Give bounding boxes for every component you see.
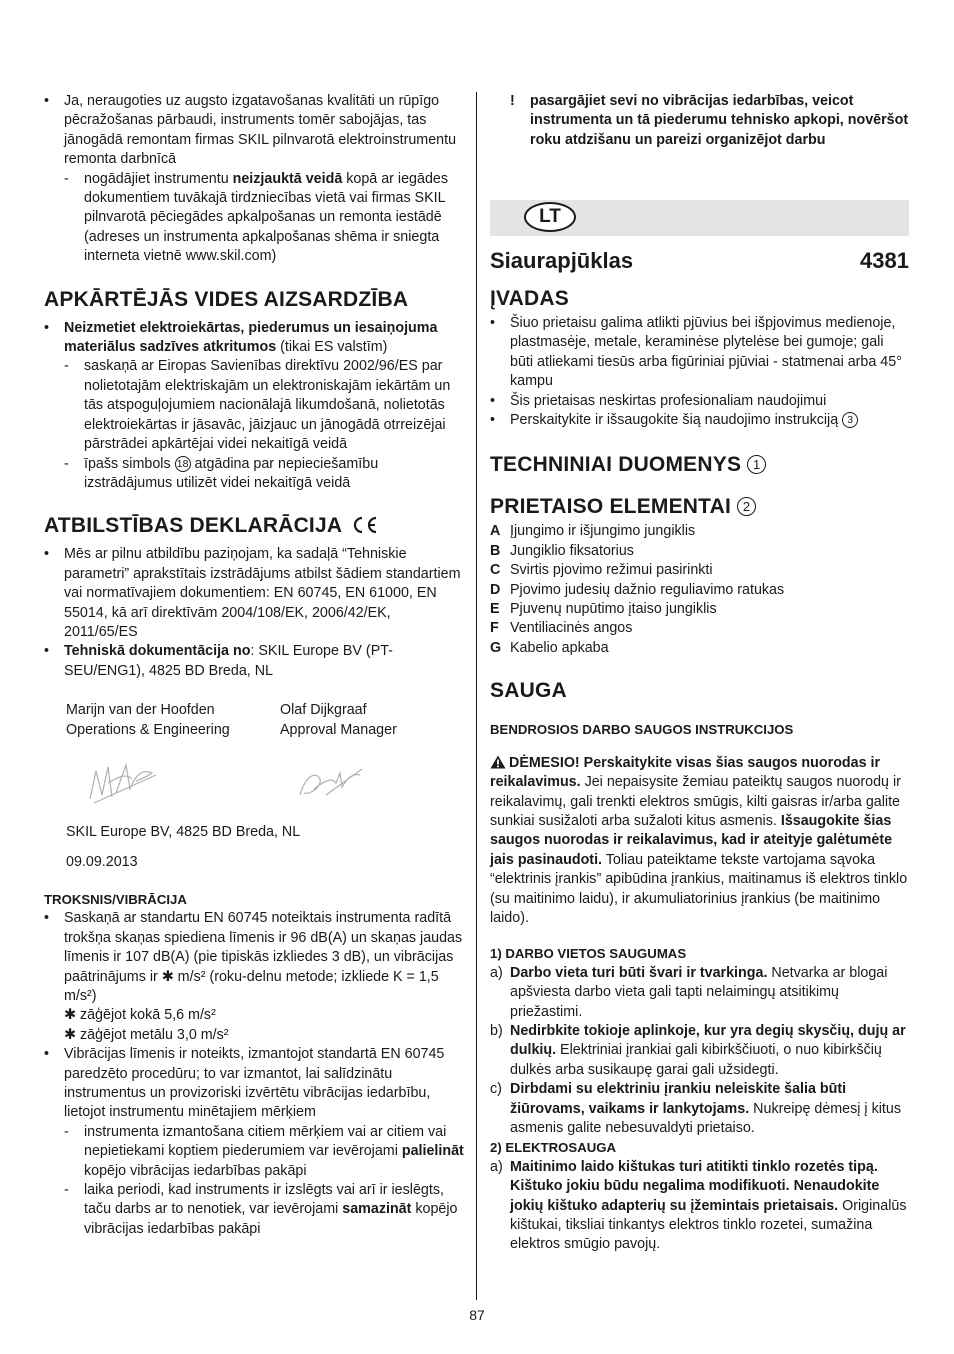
element-item <box>490 542 910 561</box>
element-item <box>490 522 910 541</box>
list-item <box>490 1158 910 1255</box>
signatory-role: Operations & Engineering <box>66 721 230 738</box>
element-letter: C <box>490 562 501 579</box>
electrical-heading: 2) ELEKTROSAUGA <box>490 1140 617 1156</box>
element-label: Jungiklio fiksatorius <box>510 542 634 559</box>
heading-text: ATBILSTĪBAS DEKLARĀCIJA <box>44 514 342 538</box>
intro-bullet-text: Ja, neraugoties uz augsto izgatavošanas kvalitāti un rūpīgo pēcražošanas pārbaudi, instruments tomēr sabojājas, tas jānogādā remontam firmas SKIL pilnvarotā elektroinstrumentu remonta darbnīcā <box>64 93 457 168</box>
figure-ref: 2 <box>737 497 756 516</box>
list-item: - laika periodi, kad instruments ir izslēgts vai arī ir ieslēgts, taču darbs ar to nenotiek, var ievērojami samazināt kopējo vibrācijas iedarbības pakāpi <box>64 1182 458 1237</box>
symbol-ref: 18 <box>175 456 191 472</box>
product-title: Siaurapjūklas <box>490 248 634 273</box>
text: : SKIL Europe BV (PT-SEU/ENG1), 4825 BD Breda, NL <box>64 643 393 679</box>
signatory-1 <box>66 701 230 740</box>
column-divider <box>476 92 477 1300</box>
list-item <box>490 314 910 392</box>
list-item: • Saskaņā ar standartu EN 60745 noteiktais instrumenta radītā trokšņa skaņas spiediena līmenis ir 96 dB(A) un skaņas jaudas līmenis ir 107 dB(A) (pie tipiskās izkliedes 3 dB), un vibrācijas paātrinājums ir ✱ m/s² (roku-delnu metode; izkliede K = 1,5 m/s²) ✱ zāģējot kokā 5,6 m/s² ✱ zāģējot metālu 3,0 m/s² <box>44 909 464 1045</box>
text: Vibrācijas līmenis ir noteikts, izmantojot standartā EN 60745 paredzēto procedūru; to var izmantot, lai salīdzinātu instrumentus un provizoriski izvērtētu vibrācijas iedarbību, lietojot instrumentu minētajiem mērķiem <box>64 1046 445 1121</box>
list-item: • Vibrācijas līmenis ir noteikts, izmantojot standartā EN 60745 paredzēto procedūru; to var izmantot, lai salīdzinātu instrumentus un provizoriski izvērtētu vibrācijas iedarbību, lietojot instrumentu minētajiem mērķiem <box>44 1046 445 1121</box>
noise-heading: TROKSNIS/VIBRĀCIJA <box>44 891 187 907</box>
figure-ref: 3 <box>842 412 858 428</box>
product-model: 4381 <box>860 248 909 273</box>
text: Nukreipę dėmesį į kitus asmenis galite nebesuvaldyti prietaiso. <box>510 1100 901 1136</box>
element-label: Įjungimo ir išjungimo jungiklis <box>510 523 696 540</box>
text: Elektriniai įrankiai gali kibirkščiuoti, o nuo kibirkščių dulkės arba susikaupę garai gali užsidegti. <box>510 1042 882 1078</box>
text-bold: neizjauktā veidā <box>232 170 343 187</box>
section-heading: ĮVADAS <box>490 287 569 310</box>
element-letter: A <box>490 523 501 540</box>
signatory-name: Olaf Dijkgraaf <box>280 702 367 719</box>
text: kopā ar iegādes dokumentiem tuvākajā tirdzniecības vietā vai firmas SKIL pilnvarotā pēciegādes apkalpošanas un remonta iestādē (adreses un instrumenta apkalpošanas shēma ir sniegta interneta vietnē www.skil.com) <box>84 170 448 265</box>
text-bold: Neizmetiet elektroiekārtas, piederumus un iesaiņojuma materiālus sadzīves atkritumos <box>64 319 438 356</box>
page-number: 87 <box>469 1307 485 1323</box>
element-label: Svirtis pjovimo režimui pasirinkti <box>510 562 713 579</box>
element-item <box>490 581 910 600</box>
work-list <box>490 964 910 1139</box>
text: laika periodi, kad instruments ir izslēgts vai arī ir ieslēgts, taču darbs ar to nenotiek, var ievērojami <box>84 1182 444 1218</box>
element-item <box>490 600 910 619</box>
text: Netvarka ar blogai apšviesta darbo vieta gali tapti nelaimingų atsitikimų priežastimi. <box>510 964 888 1020</box>
element-label: Kabelio apkaba <box>510 639 609 656</box>
warning-triangle-icon <box>490 755 506 769</box>
signature-block <box>66 701 464 823</box>
signature-1-image <box>86 759 166 809</box>
element-letter: B <box>490 542 501 559</box>
signatory-2 <box>280 701 397 740</box>
section-heading: SAUGA <box>490 679 567 703</box>
section-heading: APKĀRTĒJĀS VIDES AIZSARDZĪBA <box>44 287 409 311</box>
right-column-main <box>490 270 910 1255</box>
text: Šiuo prietaisu galima atlikti pjūvius bei išpjovimus medienoje, plastmasėje, metale, keraminėse plytelėse bei gumoje; gali būti atliekami tiesūs arba figūriniai pjūviai - statmenai arba 45° kampu <box>510 315 902 390</box>
list-item <box>490 1080 910 1138</box>
list-item <box>490 392 910 411</box>
element-letter: F <box>490 620 499 637</box>
section-heading <box>44 513 464 539</box>
item-marker: a) <box>490 964 503 981</box>
text: instrumenta izmantošana citiem mērķiem vai ar citiem vai nepietiekami koptiem piederumiem var ievērojami <box>84 1123 447 1160</box>
section-heading <box>490 452 910 478</box>
text: nogādājiet instrumentu <box>84 170 233 187</box>
list-item: - īpašs simbols 18 atgādina par nepieciešamību izstrādājumus utilizēt videi nekaitīgā veidā <box>64 455 379 491</box>
element-item <box>490 619 910 638</box>
text-bold: palielināt <box>401 1143 464 1160</box>
text-bold: samazināt <box>342 1201 412 1218</box>
element-letter: G <box>490 639 502 656</box>
text: Originalūs kištukai, tiksliai tinkantys elektros tinklo rozetei, sumažina elektros smūgio pavojų. <box>510 1197 907 1253</box>
list-item: - saskaņā ar Eiropas Savienības direktīvu 2002/96/ES par nolietotajām elektriskajām un elektroniskajām iekārtām un tās atspoguļojumiem nacionālajā likumdošanā, nolietotās elektroiekārtas ir jāsavāc, jāizjauc un jānogādā otrreizējai pārstrādei apkārtējai videi nekaitīgā veidā <box>64 358 451 453</box>
text: (tikai ES valstīm) <box>276 339 388 356</box>
text: Jei nepaisysite žemiau pateiktų saugos nuorodų ir reikalavimų, gali trenkti elektros smūgis, kilti gaisras ir/arba galite sunkiai susižaloti arba sužaloti kitus asmenis. <box>490 774 901 829</box>
declaration-date: 09.09.2013 <box>66 853 138 870</box>
text: Mēs ar pilnu atbildību paziņojam, ka sadaļā “Tehniskie parametri” aprakstītais izstrādājums atbilst šādiem standartiem vai normatīvajiem dokumentiem: EN 60745, EN 61000, EN 55014, kā arī direktīvām 2004/108/EK, 2006/42/EK, 2011/65/ES <box>64 546 461 640</box>
element-item <box>490 561 910 580</box>
heading-text: PRIETAISO ELEMENTAI <box>490 495 732 519</box>
noise-line-metal: ✱ zāģējot metālu 3,0 m/s² <box>64 1026 229 1043</box>
text-bold: DĖMESIO! Perskaitykite visas šias saugos nuorodas ir reikalavimus. <box>490 754 881 791</box>
list-item <box>490 964 910 1022</box>
element-letter: D <box>490 581 501 598</box>
text: atgādina par nepieciešamību izstrādājumus utilizēt videi nekaitīgā veidā <box>84 455 379 491</box>
text: īpašs simbols <box>84 455 175 472</box>
text-bold: Darbo vieta turi būti švari ir tvarkinga. <box>510 964 768 981</box>
list-item: • Ja, neraugoties uz augsto izgatavošanas kvalitāti un rūpīgo pēcražošanas pārbaudi, instruments tomēr sabojājas, tas jānogādā remontam firmas SKIL pilnvarotā elektroinstrumentu remonta darbnīcā <box>44 93 457 168</box>
text: Toliau pateiktame tekste vartojama sąvoka “elektrinis įrankis” apibūdina įrankius, maitinamus iš elektros tinklo (su maitinimo laidu), ir akumuliatorinius įrankius (be maitinimo laido). <box>490 851 908 926</box>
list-item <box>490 1022 910 1080</box>
text-bold: Maitinimo laido kištukas turi atitikti tinklo rozetės tipą. Kištuko jokiu būdu negalima modifikuoti. Nenaudokite jokių kištuko adapterių su įžemintais prietaisais. <box>510 1158 880 1214</box>
ce-mark-icon <box>351 516 379 534</box>
signatory-name: Marijn van der Hoofden <box>66 702 215 719</box>
list-item: • Tehniskā dokumentācija no: SKIL Europe BV (PT-SEU/ENG1), 4825 BD Breda, NL <box>44 643 393 679</box>
text-bold: Išsaugokite šias saugos nuorodas ir reikalavimus, kad ir ateityje galėtumėte jais pasinaudoti. <box>490 812 893 868</box>
text: Saskaņā ar standartu EN 60745 noteiktais instrumenta radītā trokšņa skaņas spiediena līmenis ir 96 dB(A) un skaņas jaudas līmenis ir 107 dB(A) (pie tipiskās izkliedes 3 dB), un vibrācijas paātrinājums ir ✱ m/s² (roku-delnu metode; izkliede K = 1,5 m/s²) <box>64 910 463 1004</box>
work-area-heading: 1) DARBO VIETOS SAUGUMAS <box>490 946 687 962</box>
heading-text: TECHNINIAI DUOMENYS <box>490 453 742 477</box>
electrical-list <box>490 1158 910 1255</box>
element-label: Ventiliacinės angos <box>510 620 633 637</box>
list-item: • Perskaitykite ir išsaugokite šią naudojimo instrukciją 3 <box>490 411 910 430</box>
figure-ref: 1 <box>747 455 766 474</box>
item-marker: b) <box>490 1022 503 1039</box>
exclamation-mark: ! <box>510 93 515 109</box>
left-column <box>44 92 464 1239</box>
text: Šis prietaisas neskirtas profesionaliam naudojimui <box>510 392 827 409</box>
text: kopējo vibrācijas iedarbības pakāpi <box>84 1162 307 1179</box>
list-item: • Neizmetiet elektroiekārtas, piederumus un iesaiņojuma materiālus sadzīves atkritumos (tikai ES valstīm) <box>44 319 438 356</box>
text-bold: Dirbdami su elektriniu įrankiu neleiskite šalia būti žiūrovams, vaikams ir lankytojams. <box>510 1081 847 1117</box>
list-item: - instrumenta izmantošana citiem mērķiem vai ar citiem vai nepietiekami koptiem piederumiem var ievērojami palielināt kopējo vibrācijas iedarbības pakāpi <box>64 1123 464 1179</box>
language-badge: LT <box>524 202 576 232</box>
text-bold: pasargājiet sevi no vibrācijas iedarbības, veicot instrumenta un tā piederumu tehnisko apkopi, novēršot roku atdzišanu un pareizi organizējot darbu <box>530 93 909 148</box>
list-item <box>490 92 910 150</box>
element-label: Pjovimo judesių dažnio reguliavimo ratukas <box>510 581 785 598</box>
text: Perskaitykite ir išsaugokite šią naudojimo instrukciją <box>510 412 839 429</box>
element-item <box>490 639 910 658</box>
bullet: • <box>490 315 496 331</box>
language-bar <box>490 200 909 236</box>
signature-2-image <box>296 765 368 805</box>
text: saskaņā ar Eiropas Savienības direktīvu 2002/96/ES par nolietotajām elektriskajām un elektroniskajām iekārtām un tās atspoguļojumiem nacionālajā likumdošanā, nolietotās elektroiekārtas ir jāsavāc, jāizjauc un jānogādā otrreizējai pārstrādei apkārtējai videi nekaitīgā veidā <box>84 358 451 453</box>
element-label: Pjuvenų nupūtimo įtaiso jungiklis <box>510 601 717 618</box>
intro-list <box>490 314 910 411</box>
general-heading: BENDROSIOS DARBO SAUGOS INSTRUKCIJOS <box>490 722 794 738</box>
right-column-top <box>490 92 910 150</box>
list-item: • Mēs ar pilnu atbildību paziņojam, ka sadaļā “Tehniskie parametri” aprakstītais izstrādājums atbilst šādiem standartiem vai normatīvajiem dokumentiem: EN 60745, EN 61000, EN 55014, kā arī direktīvām 2004/108/EK, 2006/42/EK, 2011/65/ES <box>44 546 461 640</box>
warning-paragraph <box>490 754 910 929</box>
item-marker: c) <box>490 1081 502 1098</box>
company-address: SKIL Europe BV, 4825 BD Breda, NL <box>66 824 301 841</box>
text-bold: Nedirbkite tokioje aplinkoje, kur yra degių skysčių, dujų ar dulkių. <box>510 1022 906 1059</box>
text: kopējo vibrācijas iedarbības pakāpi <box>84 1201 458 1237</box>
item-marker: a) <box>490 1158 503 1175</box>
signatory-role: Approval Manager <box>280 721 397 738</box>
text-bold: Tehniskā dokumentācija no <box>64 643 251 660</box>
bullet: • <box>490 392 496 409</box>
elements-list <box>490 522 910 658</box>
section-heading <box>490 494 910 520</box>
element-letter: E <box>490 601 500 618</box>
list-item: - nogādājiet instrumentu neizjauktā veidā kopā ar iegādes dokumentiem tuvākajā tirdzniecības vietā vai firmas SKIL pilnvarotā pēciegādes apkalpošanas un remonta iestādē (adreses un instrumenta apkalpošanas shēma ir sniegta interneta vietnē www.skil.com) <box>64 170 448 265</box>
noise-line-wood: ✱ zāģējot kokā 5,6 m/s² <box>64 1007 216 1024</box>
